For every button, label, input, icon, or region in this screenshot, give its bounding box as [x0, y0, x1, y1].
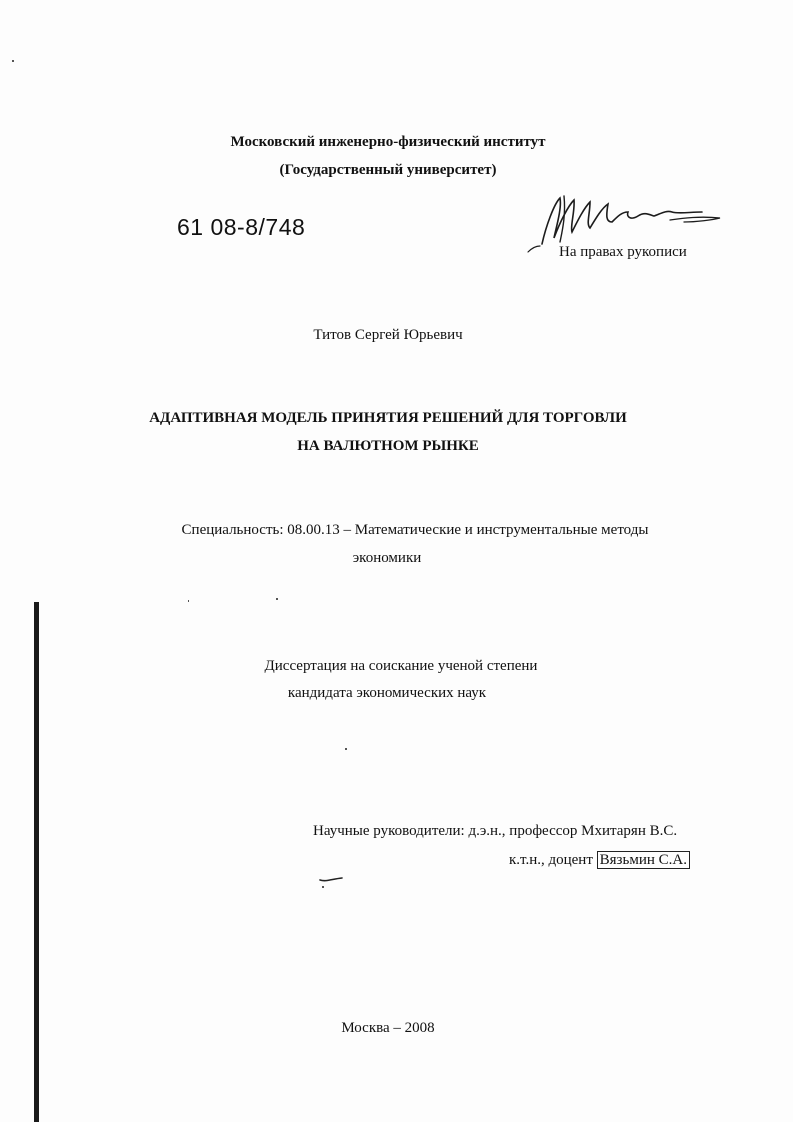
institute-name: Московский инженерно-физический институт [230, 134, 546, 150]
thesis-title-line-2: НА ВАЛЮТНОМ РЫНКЕ [297, 438, 479, 454]
specialty-line-1: Специальность: 08.00.13 – Математические и инструментальные методы [181, 522, 649, 538]
supervisors-line-1: Научные руководители: д.э.н., профессор Мхитарян В.С. [313, 823, 678, 839]
rights-note: На правах рукописи [559, 244, 687, 260]
dissertation-line-1: Диссертация на соискание ученой степени [264, 658, 538, 674]
city-year: Москва – 2008 [341, 1020, 435, 1036]
archive-code: 61 08-8/748 [177, 214, 306, 240]
scan-speck [276, 598, 278, 600]
university-status: (Государственный университет) [279, 162, 497, 178]
author-name: Титов Сергей Юрьевич [313, 327, 463, 343]
supervisor-title: к.т.н., доцент [509, 852, 593, 868]
scan-margin-bar [34, 602, 39, 1122]
scan-speck [322, 886, 324, 888]
ink-mark [318, 873, 344, 885]
supervisor-name-boxed: Вязьмин С.А. [597, 851, 690, 869]
supervisors-line-2 [509, 851, 690, 869]
specialty-line-2: экономики [352, 550, 422, 566]
scan-speck [12, 60, 14, 62]
dissertation-line-2: кандидата экономических наук [287, 685, 487, 701]
scan-speck [345, 748, 347, 750]
scan-speck [188, 600, 189, 602]
thesis-title-line-1: АДАПТИВНАЯ МОДЕЛЬ ПРИНЯТИЯ РЕШЕНИЙ ДЛЯ ТОРГОВЛИ [149, 410, 627, 426]
